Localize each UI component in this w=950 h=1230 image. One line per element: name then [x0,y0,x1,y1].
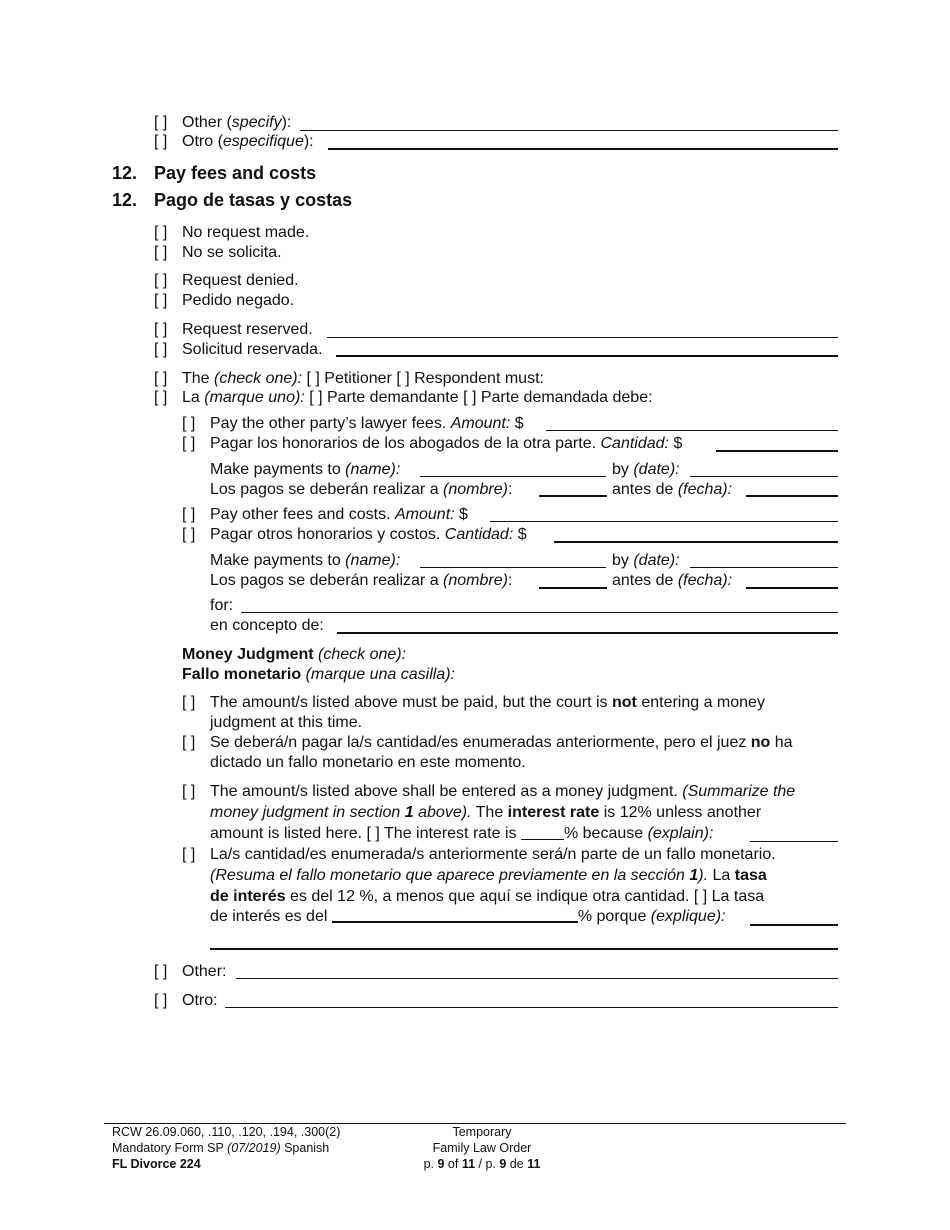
checkbox[interactable]: [ ] [182,734,196,751]
explain-field[interactable] [750,841,838,842]
payments-date-field[interactable] [690,567,838,568]
footer-form: Mandatory Form SP (07/2019) Spanish [112,1141,330,1155]
other-label: Other: [182,963,227,980]
no-request-label: No request made. [182,224,310,241]
reserved-field[interactable] [327,337,838,338]
footer-title: Temporary [452,1125,512,1139]
checkbox[interactable]: [ ] [182,694,196,711]
checkbox[interactable]: [ ] [182,846,196,863]
mj-option1-text-es: dictado un fallo monetario en este momento. [210,754,526,771]
mj-option1-text-es: Se deberá/n pagar la/s cantidad/es enumeradas anteriormente, pero el juez no ha [210,734,793,751]
lawyer-fees-label: Pay the other party’s lawyer fees. Amount: $ [210,415,524,432]
payments-label-es: Los pagos se deberán realizar a (nombre): [210,572,513,589]
otro-especifique-field[interactable] [328,148,838,150]
section-title-en: Pay fees and costs [154,163,317,183]
other-specify-label: Other (specify): [182,114,292,131]
payments-label: Make payments to (name): [210,552,401,569]
mj-option2-text-es: de interés es del % porque (explique): [210,908,726,925]
checkbox[interactable]: [ ] [154,389,168,406]
checkbox[interactable]: [ ] [154,963,168,980]
denied-label-es: Pedido negado. [182,292,295,309]
checkbox[interactable]: [ ] [154,114,168,131]
footer-page-number: p. 9 of 11 / p. 9 de 11 [423,1157,541,1171]
checkbox[interactable]: [ ] [182,783,196,800]
mj-option2-text-es: (Resuma el fallo monetario que aparece previamente en la sección 1). La tasa [210,867,767,884]
checkbox[interactable]: [ ] [154,133,168,150]
payments-date-label: by (date): [612,552,680,569]
payments-label-es: Los pagos se deberán realizar a (nombre): [210,481,513,498]
checkbox[interactable]: [ ] [182,415,196,432]
reserved-field-es[interactable] [336,355,838,357]
for-field[interactable] [241,612,838,613]
for-field-es[interactable] [337,632,838,634]
other-fees-label: Pay other fees and costs. Amount: $ [210,506,468,523]
payments-label: Make payments to (name): [210,461,401,478]
mj-option2-text-es: de interés es del 12 %, a menos que aquí se indique otra cantidad. [ ] La tasa [210,888,765,905]
payments-name-field[interactable] [420,567,606,568]
check-party-label-es: La (marque uno): [ ] Parte demandante [ ] Parte demandada debe: [182,389,653,406]
payments-name-field-es[interactable] [539,495,607,497]
interest-rate-field-es[interactable] [332,907,578,923]
payments-name-field-es[interactable] [539,587,607,589]
payments-date-label-es: antes de (fecha): [612,572,733,589]
checkbox[interactable]: [ ] [154,292,168,309]
check-party-label: The (check one): [ ] Petitioner [ ] Respondent must: [182,370,544,387]
other-field[interactable] [236,978,838,979]
checkbox[interactable]: [ ] [182,435,196,452]
checkbox[interactable]: [ ] [154,224,168,241]
other-fees-amount-field-es[interactable] [554,541,838,543]
section-number: 12. [112,190,138,210]
checkbox[interactable]: [ ] [154,272,168,289]
mj-option2-text: The amount/s listed above shall be entered as a money judgment. (Summarize the [210,783,796,800]
other-fees-amount-field[interactable] [490,521,838,522]
for-label: for: [210,597,234,614]
explain-field-es[interactable] [750,924,838,926]
otro-label: Otro: [182,992,218,1009]
footer-title: Family Law Order [432,1141,532,1155]
payments-date-field-es[interactable] [746,587,838,589]
no-request-label-es: No se solicita. [182,244,282,261]
footer-rcw: RCW 26.09.060, .110, .120, .194, .300(2) [112,1125,341,1139]
interest-rate-field[interactable] [521,825,564,840]
denied-label: Request denied. [182,272,299,289]
reserved-label-es: Solicitud reservada. [182,341,323,358]
checkbox[interactable]: [ ] [154,370,168,387]
payments-date-label: by (date): [612,461,680,478]
section-title-es: Pago de tasas y costas [154,190,353,210]
otro-especifique-label: Otro (especifique): [182,133,314,150]
lawyer-fees-amount-field[interactable] [546,430,838,431]
payments-date-label-es: antes de (fecha): [612,481,733,498]
checkbox[interactable]: [ ] [154,341,168,358]
mj-option2-text-es: La/s cantidad/es enumerada/s anteriormente será/n parte de un fallo monetario. [210,846,776,863]
checkbox[interactable]: [ ] [182,506,196,523]
checkbox[interactable]: [ ] [182,526,196,543]
explain-extra-line[interactable] [210,948,838,950]
mj-option2-text: amount is listed here. [ ] The interest rate is % because (explain): [210,825,714,842]
for-label-es: en concepto de: [210,617,324,634]
mj-option1-text: judgment at this time. [210,714,363,731]
reserved-label: Request reserved. [182,321,313,338]
mj-option2-text: money judgment in section 1 above). The interest rate is 12% unless another [210,804,762,821]
section-number: 12. [112,163,138,183]
payments-date-field-es[interactable] [746,495,838,497]
payments-date-field[interactable] [690,476,838,477]
checkbox[interactable]: [ ] [154,992,168,1009]
checkbox[interactable]: [ ] [154,321,168,338]
other-fees-label-es: Pagar otros honorarios y costos. Cantidad: $ [210,526,527,543]
otro-field[interactable] [225,1007,838,1008]
payments-name-field[interactable] [420,476,606,477]
money-judgment-heading: Money Judgment (check one): [182,646,407,663]
checkbox[interactable]: [ ] [154,244,168,261]
footer-form-id: FL Divorce 224 [112,1157,201,1171]
lawyer-fees-label-es: Pagar los honorarios de los abogados de la otra parte. Cantidad: $ [210,435,683,452]
mj-option1-text: The amount/s listed above must be paid, but the court is not entering a money [210,694,765,711]
other-specify-field[interactable] [300,130,838,131]
money-judgment-heading-es: Fallo monetario (marque una casilla): [182,666,455,683]
lawyer-fees-amount-field-es[interactable] [716,450,838,452]
